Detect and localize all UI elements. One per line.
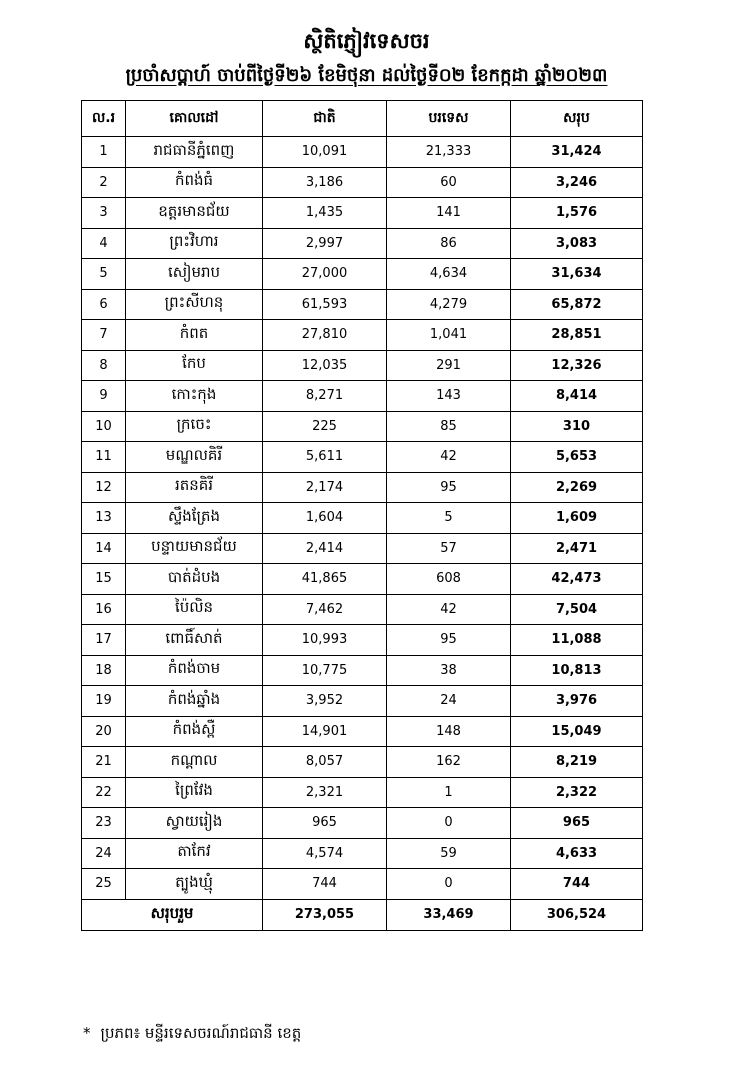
row-total: 15,049 [511, 716, 643, 747]
row-domestic: 8,057 [263, 747, 387, 778]
table-header-row [82, 101, 643, 137]
row-total: 3,976 [511, 686, 643, 717]
row-foreign: 0 [387, 808, 511, 839]
row-total: 1,576 [511, 198, 643, 229]
header-foreign: បរទេស [387, 101, 511, 137]
row-destination: កែប [126, 350, 263, 381]
footnote-marker: * [83, 1024, 91, 1042]
row-number: 3 [82, 198, 126, 229]
row-domestic: 5,611 [263, 442, 387, 473]
row-number: 17 [82, 625, 126, 656]
row-domestic: 12,035 [263, 350, 387, 381]
table-row [82, 259, 643, 290]
row-foreign: 1,041 [387, 320, 511, 351]
row-destination: បាត់ដំបង [126, 564, 263, 595]
row-number: 6 [82, 289, 126, 320]
row-number: 1 [82, 137, 126, 168]
table-row [82, 777, 643, 808]
row-destination: កំពត [126, 320, 263, 351]
row-number: 25 [82, 869, 126, 900]
row-number: 18 [82, 655, 126, 686]
row-destination: ព្រៃវែង [126, 777, 263, 808]
row-number: 22 [82, 777, 126, 808]
row-total: 10,813 [511, 655, 643, 686]
row-total: 8,219 [511, 747, 643, 778]
row-number: 14 [82, 533, 126, 564]
table-row [82, 686, 643, 717]
summary-domestic: 273,055 [263, 899, 387, 930]
table-row [82, 411, 643, 442]
row-foreign: 21,333 [387, 137, 511, 168]
row-domestic: 744 [263, 869, 387, 900]
report-subtitle: ប្រចាំសប្តាហ៍ ចាប់ពីថ្ងៃទី២៦ ខែមិថុនា ដល់ថ្ងៃទី០២ ខែកក្កដា ឆ្នាំ២០២៣ [125, 65, 608, 86]
row-domestic: 2,414 [263, 533, 387, 564]
row-number: 7 [82, 320, 126, 351]
row-domestic: 3,186 [263, 167, 387, 198]
row-number: 9 [82, 381, 126, 412]
row-foreign: 291 [387, 350, 511, 381]
row-number: 8 [82, 350, 126, 381]
table-row [82, 869, 643, 900]
row-domestic: 27,000 [263, 259, 387, 290]
row-number: 24 [82, 838, 126, 869]
table-row [82, 167, 643, 198]
row-destination: រាជធានីភ្នំពេញ [126, 137, 263, 168]
table-body [82, 137, 643, 900]
row-number: 23 [82, 808, 126, 839]
footnote-text: ប្រភព៖ មន្ទីរទេសចរណ៍រាជធានី ខេត្ត [100, 1024, 302, 1042]
row-number: 19 [82, 686, 126, 717]
row-destination: កំពង់ឆ្នាំង [126, 686, 263, 717]
row-destination: តាកែវ [126, 838, 263, 869]
summary-foreign: 33,469 [387, 899, 511, 930]
table-row [82, 716, 643, 747]
row-destination: ស្វាយរៀង [126, 808, 263, 839]
row-total: 2,269 [511, 472, 643, 503]
row-number: 12 [82, 472, 126, 503]
row-total: 744 [511, 869, 643, 900]
row-domestic: 41,865 [263, 564, 387, 595]
table-row [82, 747, 643, 778]
table-row [82, 350, 643, 381]
row-domestic: 8,271 [263, 381, 387, 412]
row-foreign: 608 [387, 564, 511, 595]
row-domestic: 3,952 [263, 686, 387, 717]
row-foreign: 38 [387, 655, 511, 686]
source-footnote [83, 1022, 301, 1044]
row-total: 3,246 [511, 167, 643, 198]
row-domestic: 2,997 [263, 228, 387, 259]
row-number: 15 [82, 564, 126, 595]
row-number: 4 [82, 228, 126, 259]
row-domestic: 10,993 [263, 625, 387, 656]
table-row [82, 655, 643, 686]
table-row [82, 381, 643, 412]
row-foreign: 95 [387, 625, 511, 656]
row-destination: កំពង់ស្ពឺ [126, 716, 263, 747]
row-domestic: 7,462 [263, 594, 387, 625]
table-row [82, 503, 643, 534]
row-destination: កំពង់ធំ [126, 167, 263, 198]
row-domestic: 2,174 [263, 472, 387, 503]
row-foreign: 85 [387, 411, 511, 442]
row-foreign: 42 [387, 442, 511, 473]
row-domestic: 4,574 [263, 838, 387, 869]
row-foreign: 162 [387, 747, 511, 778]
row-total: 65,872 [511, 289, 643, 320]
row-destination: ប៉ៃលិន [126, 594, 263, 625]
row-destination: កំពង់ចាម [126, 655, 263, 686]
row-destination: ស្ទឹងត្រែង [126, 503, 263, 534]
row-total: 4,633 [511, 838, 643, 869]
row-number: 2 [82, 167, 126, 198]
row-total: 3,083 [511, 228, 643, 259]
row-number: 11 [82, 442, 126, 473]
row-total: 310 [511, 411, 643, 442]
row-number: 13 [82, 503, 126, 534]
table-row [82, 228, 643, 259]
table-row [82, 472, 643, 503]
table-row [82, 198, 643, 229]
row-domestic: 27,810 [263, 320, 387, 351]
row-total: 42,473 [511, 564, 643, 595]
row-total: 12,326 [511, 350, 643, 381]
row-domestic: 1,435 [263, 198, 387, 229]
row-foreign: 42 [387, 594, 511, 625]
table-row [82, 289, 643, 320]
row-total: 2,471 [511, 533, 643, 564]
row-domestic: 10,091 [263, 137, 387, 168]
row-total: 7,504 [511, 594, 643, 625]
row-foreign: 1 [387, 777, 511, 808]
row-total: 31,424 [511, 137, 643, 168]
row-destination: មណ្ឌលគិរី [126, 442, 263, 473]
header-number: ល.រ [82, 101, 126, 137]
row-foreign: 57 [387, 533, 511, 564]
tourist-statistics-table [81, 100, 643, 931]
row-destination: សៀមរាប [126, 259, 263, 290]
header-total: សរុប [511, 101, 643, 137]
table-row [82, 808, 643, 839]
row-foreign: 59 [387, 838, 511, 869]
row-foreign: 4,279 [387, 289, 511, 320]
row-destination: ព្រះសីហនុ [126, 289, 263, 320]
row-foreign: 5 [387, 503, 511, 534]
summary-total: 306,524 [511, 899, 643, 930]
row-domestic: 14,901 [263, 716, 387, 747]
row-number: 10 [82, 411, 126, 442]
table-row [82, 137, 643, 168]
row-foreign: 141 [387, 198, 511, 229]
table-row [82, 320, 643, 351]
row-number: 21 [82, 747, 126, 778]
row-total: 8,414 [511, 381, 643, 412]
report-title: ស្ថិតិភ្ញៀវទេសចរ [303, 29, 430, 53]
row-domestic: 10,775 [263, 655, 387, 686]
row-destination: បន្ទាយមានជ័យ [126, 533, 263, 564]
row-foreign: 4,634 [387, 259, 511, 290]
table-row [82, 442, 643, 473]
row-total: 31,634 [511, 259, 643, 290]
row-destination: កណ្តាល [126, 747, 263, 778]
row-domestic: 2,321 [263, 777, 387, 808]
row-total: 965 [511, 808, 643, 839]
row-destination: ព្រះវិហារ [126, 228, 263, 259]
row-number: 16 [82, 594, 126, 625]
row-foreign: 24 [387, 686, 511, 717]
row-foreign: 143 [387, 381, 511, 412]
row-total: 5,653 [511, 442, 643, 473]
row-foreign: 60 [387, 167, 511, 198]
row-domestic: 225 [263, 411, 387, 442]
row-destination: កោះកុង [126, 381, 263, 412]
header-domestic: ជាតិ [263, 101, 387, 137]
row-destination: ត្បូងឃ្មុំ [126, 869, 263, 900]
row-destination: ឧត្តរមានជ័យ [126, 198, 263, 229]
row-total: 2,322 [511, 777, 643, 808]
row-foreign: 95 [387, 472, 511, 503]
row-foreign: 86 [387, 228, 511, 259]
row-domestic: 1,604 [263, 503, 387, 534]
row-destination: ក្រចេះ [126, 411, 263, 442]
row-total: 11,088 [511, 625, 643, 656]
summary-row [82, 899, 643, 930]
table-row [82, 594, 643, 625]
row-destination: រតនគិរី [126, 472, 263, 503]
summary-label: សរុបរួម [82, 899, 263, 930]
row-foreign: 148 [387, 716, 511, 747]
table-row [82, 564, 643, 595]
row-total: 1,609 [511, 503, 643, 534]
row-number: 20 [82, 716, 126, 747]
row-total: 28,851 [511, 320, 643, 351]
row-domestic: 61,593 [263, 289, 387, 320]
row-destination: ពោធិ៍សាត់ [126, 625, 263, 656]
table-row [82, 625, 643, 656]
table-row [82, 533, 643, 564]
header-destination: គោលដៅ [126, 101, 263, 137]
table-row [82, 838, 643, 869]
row-number: 5 [82, 259, 126, 290]
row-foreign: 0 [387, 869, 511, 900]
row-domestic: 965 [263, 808, 387, 839]
